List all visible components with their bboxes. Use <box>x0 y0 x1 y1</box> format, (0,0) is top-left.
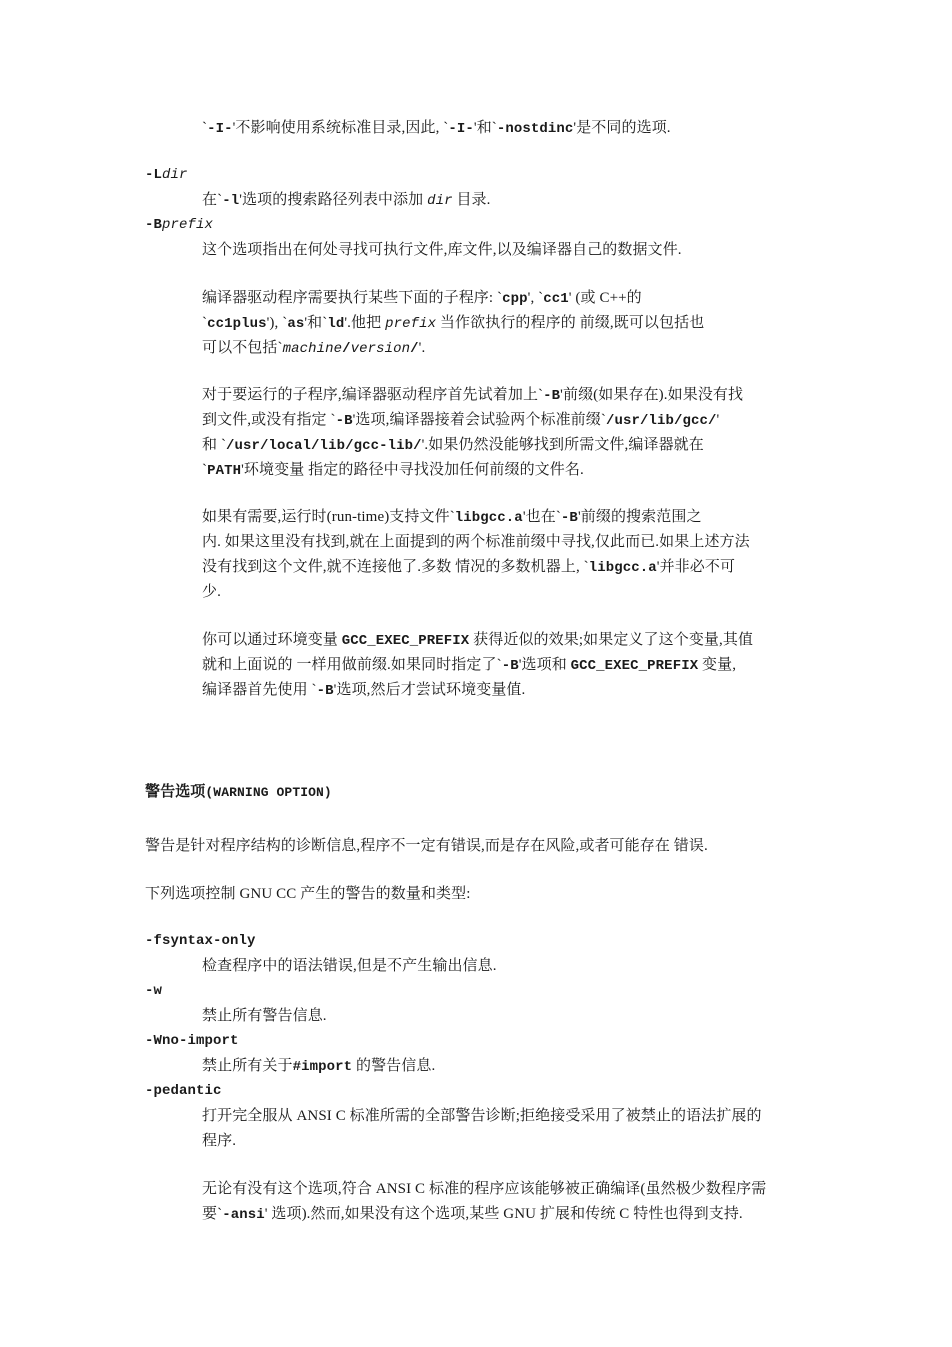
paragraph-line: 就和上面说的 一样用做前缀.如果同时指定了`-B'选项和 GCC_EXEC_PREFIX 变量, <box>202 657 737 674</box>
paragraph-line: `PATH'环境变量 指定的路径中寻找没加任何前缀的文件名. <box>202 462 584 479</box>
option-term-w: -w <box>145 983 163 999</box>
option-term-wno-import: -Wno-import <box>145 1033 239 1049</box>
paragraph-line: 你可以通过环境变量 GCC_EXEC_PREFIX 获得近似的效果;如果定义了这个变量,其值 <box>202 632 754 649</box>
option-desc: 禁止所有警告信息. <box>202 1008 327 1024</box>
note-line: `-I-'不影响使用系统标准目录,因此, `-I-'和`-nostdinc'是不同的选项. <box>202 120 671 137</box>
paragraph-line: `cc1plus'), `as'和`ld'.他把 prefix 当作欲执行的程序的 前缀,既可以包括也 <box>202 315 705 332</box>
paragraph-line: 如果有需要,运行时(run-time)支持文件`libgcc.a'也在`-B'前缀的搜索范围之 <box>202 509 702 526</box>
option-term-L: -Ldir <box>145 167 188 183</box>
intro-line: 下列选项控制 GNU CC 产生的警告的数量和类型: <box>145 886 471 902</box>
paragraph-line: 要`-ansi' 选项).然而,如果没有这个选项,某些 GNU 扩展和传统 C 特性也得到支持. <box>202 1206 743 1223</box>
option-term-pedantic: -pedantic <box>145 1083 222 1099</box>
option-term-B: -Bprefix <box>145 217 214 233</box>
section-heading: 警告选项(WARNING OPTION) <box>145 784 332 800</box>
option-term-fsyntax-only: -fsyntax-only <box>145 933 256 949</box>
option-desc: 程序. <box>202 1133 237 1149</box>
paragraph-line: 编译器首先使用 `-B'选项,然后才尝试环境变量值. <box>202 682 526 699</box>
option-desc-B-p1: 这个选项指出在何处寻找可执行文件,库文件,以及编译器自己的数据文件. <box>202 242 682 258</box>
paragraph-line: 编译器驱动程序需要执行某些下面的子程序: `cpp', `cc1' (或 C++的 <box>202 290 642 307</box>
paragraph-line: 无论有没有这个选项,符合 ANSI C 标准的程序应该能够被正确编译(虽然极少数程序需 <box>202 1181 767 1197</box>
paragraph-line: 到文件,或没有指定 `-B'选项,编译器接着会试验两个标准前缀`/usr/lib/gcc/' <box>202 412 720 429</box>
option-desc: 检查程序中的语法错误,但是不产生输出信息. <box>202 958 497 974</box>
intro-line: 警告是针对程序结构的诊断信息,程序不一定有错误,而是存在风险,或者可能存在 错误. <box>145 838 708 854</box>
paragraph-line: 少. <box>202 584 221 600</box>
option-desc-L: 在`-l'选项的搜索路径列表中添加 dir 目录. <box>202 192 491 209</box>
option-desc: 禁止所有关于#import 的警告信息. <box>202 1058 436 1075</box>
paragraph-line: 内. 如果这里没有找到,就在上面提到的两个标准前缀中寻找,仅此而已.如果上述方法 <box>202 534 750 550</box>
paragraph-line: 对于要运行的子程序,编译器驱动程序首先试着加上`-B'前缀(如果存在).如果没有找 <box>202 387 744 404</box>
paragraph-line: 没有找到这个文件,就不连接他了.多数 情况的多数机器上, `libgcc.a'并非必不可 <box>202 559 736 576</box>
paragraph-line: 可以不包括`machine/version/'. <box>202 340 426 357</box>
option-desc: 打开完全服从 ANSI C 标准所需的全部警告诊断;拒绝接受采用了被禁止的语法扩展的 <box>202 1108 762 1124</box>
paragraph-line: 和 `/usr/local/lib/gcc-lib/'.如果仍然没能够找到所需文件,编译器就在 <box>202 437 704 454</box>
